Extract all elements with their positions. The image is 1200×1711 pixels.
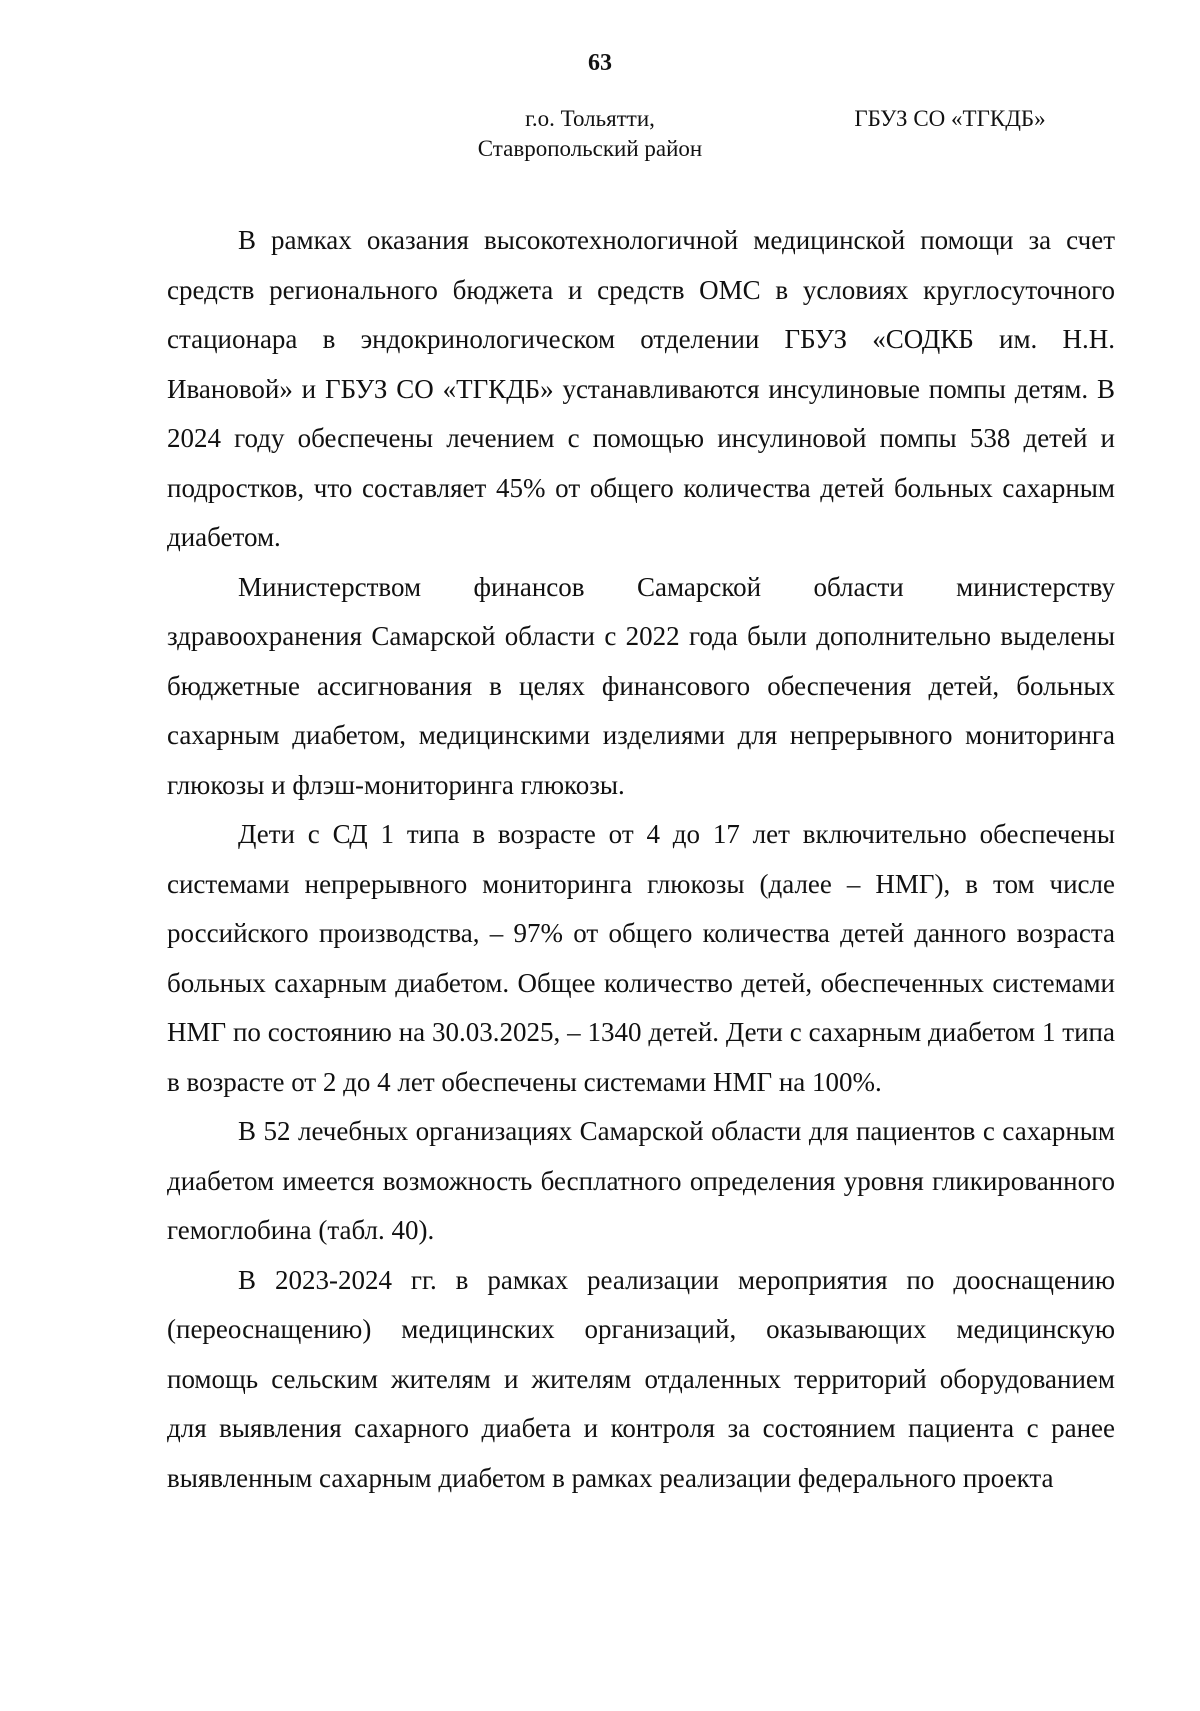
paragraph-budget-allocation: Министерством финансов Самарской области министерству здравоохранения Самарской области с 2022 года были дополнительно выделены бюджетные ассигнования в целях финансового обеспечения детей, больных сахарным диабетом, медицинскими изделиями для непрерывного мониторинга глюкозы и флэш-мониторинга глюкозы.	[167, 571, 1115, 800]
paragraph-rural-equipment: В 2023-2024 гг. в рамках реализации мероприятия по дооснащению (переоснащению) медицинских организаций, оказывающих медицинскую помощь сельским жителям и жителям отдаленных территорий оборудованием для выявления сахарного диабета и контроля за состоянием пациента с ранее выявленным сахарным диабетом в рамках реализации федерального проекта	[167, 1264, 1115, 1493]
region-line-2: Ставропольский район	[477, 136, 703, 161]
region-line-1: г.о. Тольятти,	[525, 106, 655, 131]
table-fragment-institution: ГБУЗ СО «ТГКДБ»	[854, 106, 1046, 131]
body-text	[167, 216, 1115, 1503]
table-fragment-region	[440, 104, 740, 164]
paragraph-hba1c-testing: В 52 лечебных организациях Самарской области для пациентов с сахарным диабетом имеется возможность бесплатного определения уровня гликированного гемоглобина (табл. 40).	[167, 1116, 1115, 1245]
page-number: 63	[588, 50, 612, 76]
paragraph-cgm-coverage: Дети с СД 1 типа в возрасте от 4 до 17 лет включительно обеспечены системами непрерывного мониторинга глюкозы (далее – НМГ), в том числе российского производства, – 97% от общего количества детей данного возраста больных сахарным диабетом. Общее количество детей, обеспеченных системами НМГ по состоянию на 30.03.2025, – 1340 детей. Дети с сахарным диабетом 1 типа в возрасте от 2 до 4 лет обеспечены системами НМГ на 100%.	[167, 819, 1115, 1097]
paragraph-hightech-care: В рамках оказания высокотехнологичной медицинской помощи за счет средств регионального бюджета и средств ОМС в условиях круглосуточного стационара в эндокринологическом отделении ГБУЗ «СОДКБ им. Н.Н. Ивановой» и ГБУЗ СО «ТГКДБ» устанавливаются инсулиновые помпы детям. В 2024 году обеспечены лечением с помощью инсулиновой помпы 538 детей и подростков, что составляет 45% от общего количества детей больных сахарным диабетом.	[167, 225, 1115, 552]
